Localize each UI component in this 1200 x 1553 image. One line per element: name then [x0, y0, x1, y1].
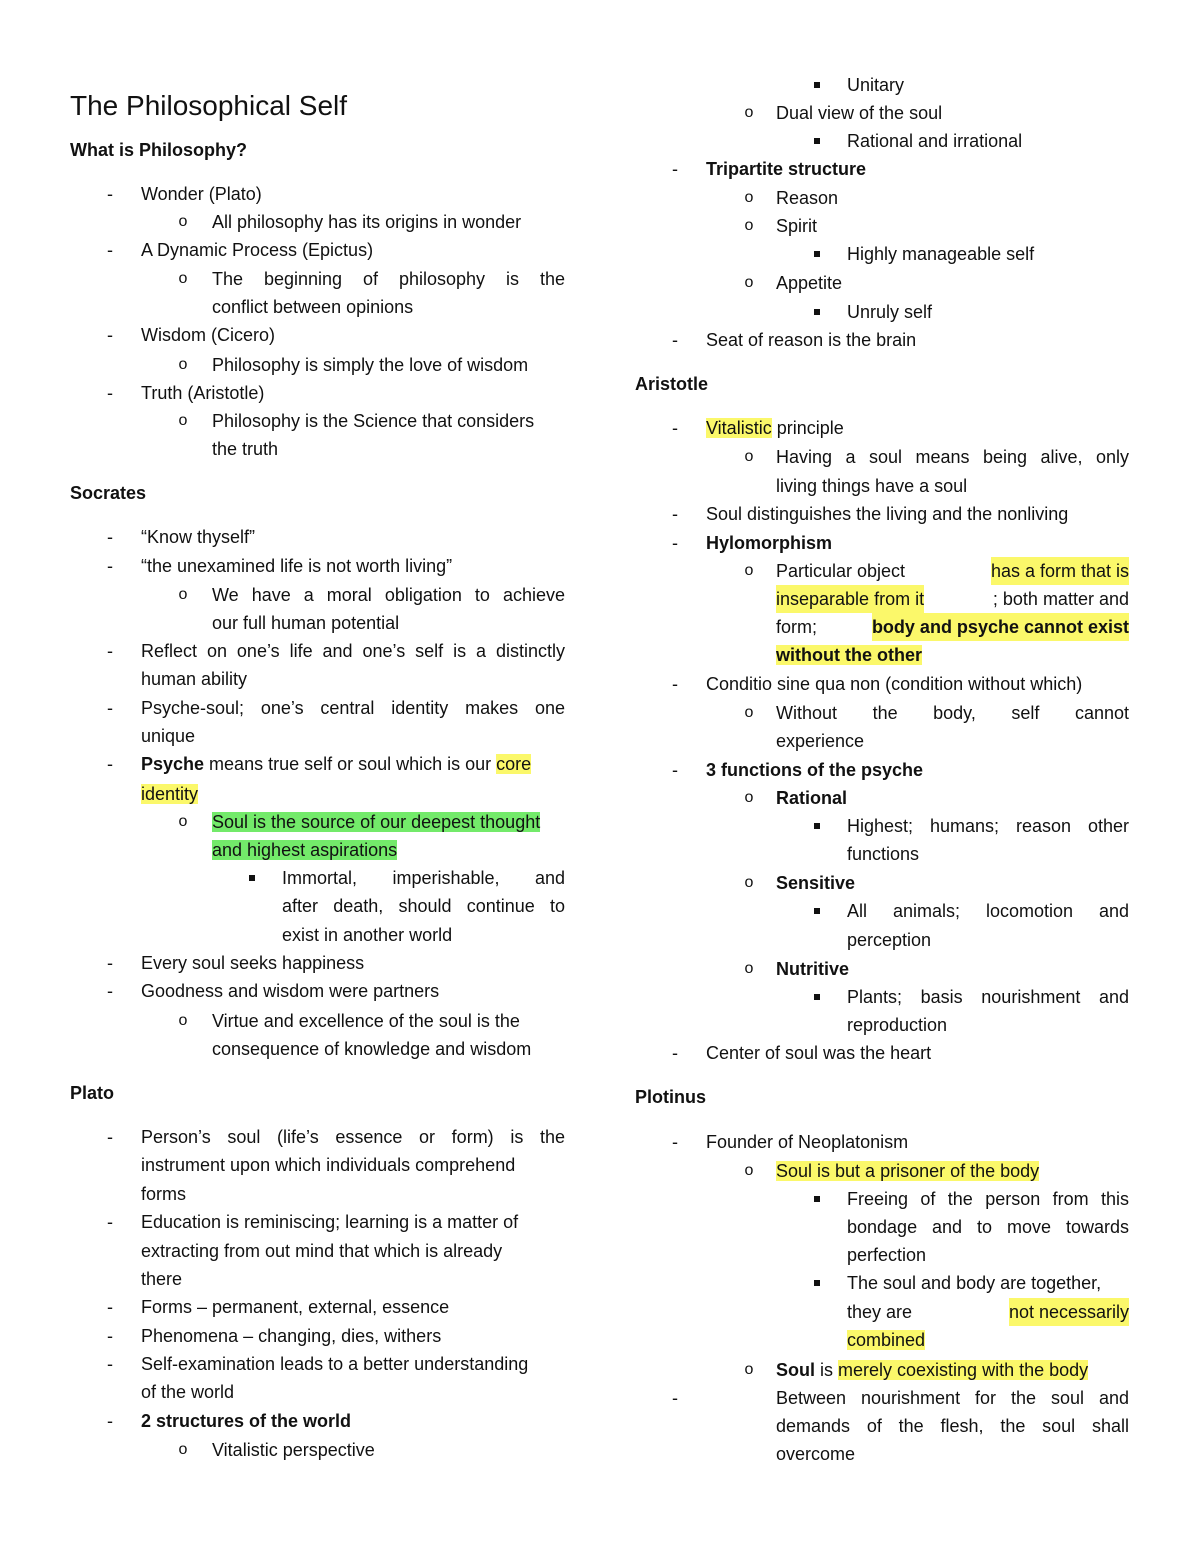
- circle-bullet: o: [178, 586, 188, 603]
- list-item: Forms – permanent, external, essence: [141, 1297, 450, 1317]
- dash-bullet: -: [107, 698, 113, 718]
- circle-bullet: o: [178, 213, 188, 230]
- list-item: Education is reminiscing; learning is a matter of: [141, 1212, 519, 1232]
- highlighted-text: combined: [847, 1330, 926, 1350]
- dash-bullet: -: [107, 1326, 113, 1346]
- list-item: [706, 414, 844, 442]
- dash-bullet: -: [107, 240, 113, 260]
- circle-bullet: o: [744, 704, 754, 721]
- list-item: Vitalistic perspective: [212, 1440, 375, 1460]
- list-item-continued: [212, 836, 397, 864]
- list-item-continued: human ability: [141, 669, 248, 689]
- list-item: Every soul seeks happiness: [141, 953, 365, 973]
- circle-bullet: o: [744, 217, 754, 234]
- circle-bullet: o: [744, 789, 754, 806]
- dash-bullet: -: [107, 527, 113, 547]
- list-item: All philosophy has its origins in wonder: [212, 212, 522, 232]
- list-item: Plants; basis nourishment and: [847, 987, 1129, 1007]
- list-item-continued: after death, should continue to: [282, 896, 565, 916]
- highlighted-text: has a form that is: [991, 557, 1129, 585]
- list-item: Founder of Neoplatonism: [706, 1132, 909, 1152]
- list-item: [212, 808, 540, 836]
- list-item-continued: living things have a soul: [776, 476, 968, 496]
- list-item-continued: instrument upon which individuals comprehend: [141, 1155, 516, 1175]
- list-item: “the unexamined life is not worth living”: [141, 556, 453, 576]
- dash-bullet: -: [107, 1212, 113, 1232]
- term-soul: Soul: [776, 1360, 815, 1380]
- list-item: The beginning of philosophy is the: [212, 269, 565, 289]
- square-bullet: [812, 298, 822, 326]
- list-item: Wisdom (Cicero): [141, 325, 276, 345]
- list-item-continued: [847, 1298, 1129, 1326]
- circle-bullet: o: [744, 104, 754, 121]
- dash-bullet: -: [672, 533, 678, 553]
- dash-bullet: -: [107, 981, 113, 1001]
- circle-bullet: o: [178, 412, 188, 429]
- list-item-continued: functions: [847, 844, 920, 864]
- dash-bullet: -: [672, 674, 678, 694]
- list-item-text: form;: [776, 617, 818, 637]
- list-item-continued: reproduction: [847, 1015, 948, 1035]
- list-item: Dual view of the soul: [776, 103, 943, 123]
- dash-bullet: -: [672, 418, 678, 438]
- highlighted-text: and highest aspirations: [212, 840, 398, 860]
- list-item: Seat of reason is the brain: [706, 330, 917, 350]
- list-item: Having a soul means being alive, only: [776, 447, 1129, 467]
- dash-bullet: -: [672, 159, 678, 179]
- list-item: Highest; humans; reason other: [847, 816, 1129, 836]
- list-item: Freeing of the person from this: [847, 1189, 1129, 1209]
- dash-bullet: -: [107, 953, 113, 973]
- circle-bullet: o: [744, 189, 754, 206]
- square-bullet: [812, 983, 822, 1011]
- list-item-continued: [776, 585, 1129, 613]
- section-heading-aristotle: Aristotle: [635, 374, 709, 394]
- list-item: Spirit: [776, 216, 818, 236]
- circle-bullet: o: [744, 874, 754, 891]
- list-item-continued: unique: [141, 726, 196, 746]
- list-item: Without the body, self cannot: [776, 703, 1129, 723]
- list-item: Reason: [776, 188, 839, 208]
- list-item-continued: perfection: [847, 1245, 927, 1265]
- list-item-continued: forms: [141, 1184, 186, 1204]
- list-item-continued: [776, 613, 1129, 641]
- list-item: We have a moral obligation to achieve: [212, 585, 565, 605]
- dash-bullet: -: [107, 184, 113, 204]
- section-heading-what-is-philosophy: What is Philosophy?: [70, 140, 248, 160]
- section-heading-plotinus: Plotinus: [635, 1087, 706, 1107]
- list-item-continued: of the world: [141, 1382, 235, 1402]
- list-item-continued: exist in another world: [282, 925, 453, 945]
- square-bullet: [812, 1269, 822, 1297]
- list-item-continued: there: [141, 1269, 183, 1289]
- list-item-text: they are: [847, 1302, 913, 1322]
- list-item: Appetite: [776, 273, 843, 293]
- list-item: Center of soul was the heart: [706, 1043, 932, 1063]
- dash-bullet: -: [672, 504, 678, 524]
- dash-bullet: -: [107, 383, 113, 403]
- list-item-continued: [776, 641, 922, 669]
- circle-bullet: o: [178, 1012, 188, 1029]
- dash-bullet: -: [107, 1127, 113, 1147]
- list-item: Goodness and wisdom were partners: [141, 981, 440, 1001]
- square-bullet: [812, 127, 822, 155]
- list-item: Sensitive: [776, 873, 856, 893]
- list-item: Highly manageable self: [847, 244, 1035, 264]
- highlighted-text: Soul is the source of our deepest thought: [212, 812, 541, 832]
- highlighted-text: inseparable from it: [776, 585, 924, 613]
- term-psyche: Psyche: [141, 754, 205, 774]
- list-item-continued: [847, 1326, 925, 1354]
- list-item-text: ; both matter and: [992, 589, 1129, 609]
- list-item: [776, 557, 1129, 585]
- square-bullet: [812, 812, 822, 840]
- list-item: Soul distinguishes the living and the nonliving: [706, 504, 1069, 524]
- list-item: Tripartite structure: [706, 159, 867, 179]
- circle-bullet: o: [178, 356, 188, 373]
- list-item-text: Particular object: [776, 561, 906, 581]
- list-item: Unruly self: [847, 302, 933, 322]
- highlighted-text: identity: [141, 784, 199, 804]
- list-item-text: means true self or soul which is our: [204, 754, 497, 774]
- highlighted-text: merely coexisting with the body: [838, 1360, 1089, 1380]
- circle-bullet: o: [744, 274, 754, 291]
- list-item: Hylomorphism: [706, 533, 833, 553]
- section-heading-plato: Plato: [70, 1083, 115, 1103]
- list-item-continued: bondage and to move towards: [847, 1217, 1129, 1237]
- list-item: Conditio sine qua non (condition without which): [706, 674, 1083, 694]
- list-item: Reflect on one’s life and one’s self is a distinctly: [141, 641, 565, 661]
- dash-bullet: -: [672, 760, 678, 780]
- circle-bullet: o: [178, 1441, 188, 1458]
- section-heading-socrates: Socrates: [70, 483, 147, 503]
- dash-bullet: -: [672, 330, 678, 350]
- list-item: [141, 750, 531, 778]
- circle-bullet: o: [178, 270, 188, 287]
- list-item-continued: overcome: [776, 1444, 856, 1464]
- list-item: “Know thyself”: [141, 527, 256, 547]
- list-item: Philosophy is simply the love of wisdom: [212, 355, 529, 375]
- dash-bullet: -: [107, 556, 113, 576]
- list-item-continued: our full human potential: [212, 613, 400, 633]
- dash-bullet: -: [107, 1354, 113, 1374]
- square-bullet: [812, 240, 822, 268]
- list-item-continued: experience: [776, 731, 865, 751]
- list-item: Nutritive: [776, 959, 850, 979]
- highlighted-text: body and psyche cannot exist: [872, 613, 1129, 641]
- list-item: Virtue and excellence of the soul is the: [212, 1011, 520, 1031]
- dash-bullet: -: [107, 1411, 113, 1431]
- list-item-continued: the truth: [212, 439, 279, 459]
- dash-bullet: -: [107, 641, 113, 661]
- circle-bullet: o: [744, 960, 754, 977]
- highlighted-text: Vitalistic: [706, 418, 772, 438]
- square-bullet: [812, 71, 822, 99]
- list-item: Person’s soul (life’s essence or form) is the: [141, 1127, 565, 1147]
- list-item-continued: [141, 780, 198, 808]
- list-item: All animals; locomotion and: [847, 901, 1129, 921]
- square-bullet: [247, 864, 257, 892]
- page-title: The Philosophical Self: [70, 90, 348, 121]
- list-item-text: principle: [771, 418, 844, 438]
- list-item: Wonder (Plato): [141, 184, 262, 204]
- list-item-continued: conflict between opinions: [212, 297, 414, 317]
- list-item: Rational and irrational: [847, 131, 1023, 151]
- list-item: A Dynamic Process (Epictus): [141, 240, 374, 260]
- list-item: Unitary: [847, 75, 905, 95]
- list-item: [776, 1157, 1039, 1185]
- list-item: 3 functions of the psyche: [706, 760, 924, 780]
- circle-bullet: o: [178, 813, 188, 830]
- list-item-continued: demands of the flesh, the soul shall: [776, 1416, 1129, 1436]
- list-item: Self-examination leads to a better understanding: [141, 1354, 529, 1374]
- list-item-text: is: [815, 1360, 839, 1380]
- dash-bullet: -: [107, 754, 113, 774]
- list-item: Truth (Aristotle): [141, 383, 265, 403]
- list-item: 2 structures of the world: [141, 1411, 352, 1431]
- dash-bullet: -: [107, 1297, 113, 1317]
- list-item: The soul and body are together,: [847, 1273, 1102, 1293]
- circle-bullet: o: [744, 562, 754, 579]
- circle-bullet: o: [744, 448, 754, 465]
- square-bullet: [812, 897, 822, 925]
- list-item: Philosophy is the Science that considers: [212, 411, 535, 431]
- highlighted-text: not necessarily: [1009, 1298, 1129, 1326]
- list-item: Phenomena – changing, dies, withers: [141, 1326, 442, 1346]
- square-bullet: [812, 1185, 822, 1213]
- list-item: [776, 1356, 1088, 1384]
- circle-bullet: o: [744, 1361, 754, 1378]
- list-item-continued: consequence of knowledge and wisdom: [212, 1039, 532, 1059]
- highlighted-text: without the other: [776, 645, 922, 665]
- list-item: Rational: [776, 788, 848, 808]
- list-item: Immortal, imperishable, and: [282, 868, 565, 888]
- list-item-continued: perception: [847, 930, 932, 950]
- dash-bullet: -: [672, 1043, 678, 1063]
- dash-bullet: -: [107, 325, 113, 345]
- list-item-continued: extracting from out mind that which is already: [141, 1241, 503, 1261]
- highlighted-text: Soul is but a prisoner of the body: [776, 1161, 1040, 1181]
- dash-bullet: -: [672, 1388, 678, 1408]
- highlighted-text: core: [496, 754, 532, 774]
- list-item: Psyche-soul; one’s central identity makes one: [141, 698, 565, 718]
- circle-bullet: o: [744, 1162, 754, 1179]
- list-item: Between nourishment for the soul and: [776, 1388, 1129, 1408]
- dash-bullet: -: [672, 1132, 678, 1152]
